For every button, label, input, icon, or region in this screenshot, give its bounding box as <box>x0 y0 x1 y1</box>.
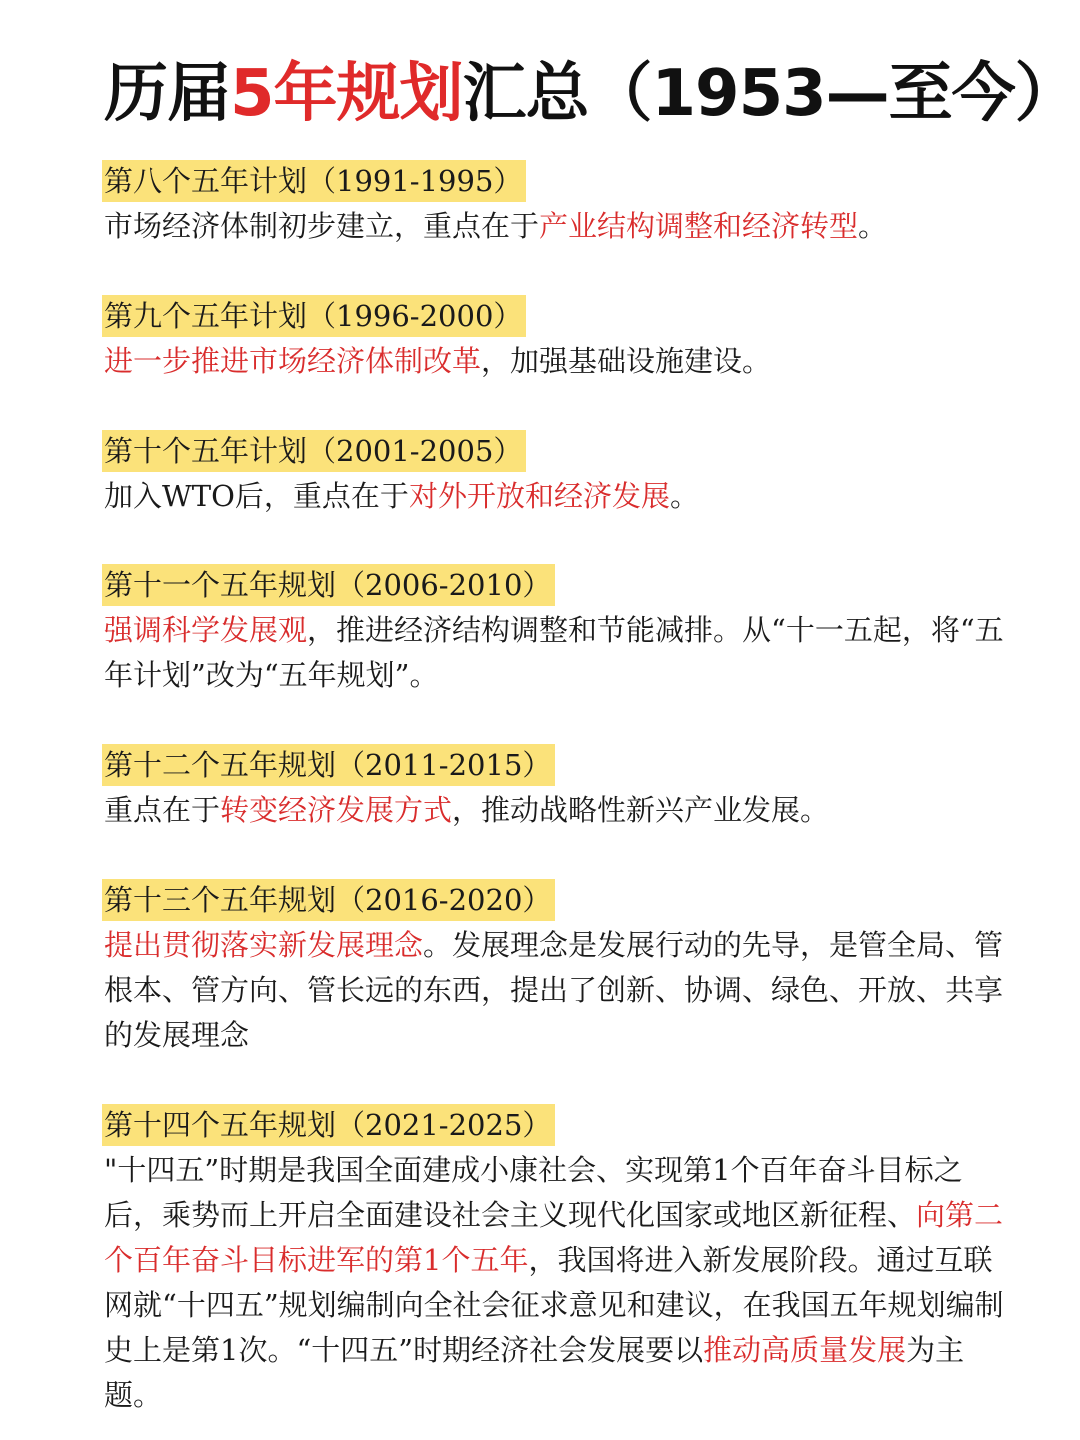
plan-description <box>104 1148 1009 1418</box>
title-highlight: 5年规划 <box>230 57 463 131</box>
plan-highlight-text: 向第二个百年奋斗目标进军的第1个五年 <box>104 1198 1004 1277</box>
plan-section-8 <box>104 160 1009 249</box>
plan-text: ，推进经济结构调整和节能减排。从“十一五起，将“五年计划”改为“五年规划”。 <box>104 613 1004 692</box>
plan-highlight-text: 对外开放和经济发展 <box>408 479 670 513</box>
plan-text: 重点在于 <box>104 793 221 827</box>
plan-text: 加入WTO后，重点在于 <box>104 479 409 513</box>
plan-text: ，我国将进入新发展阶段。通过互联网就“十四五”规划编制向全社会征求意见和建议，在我国五年规划编制史上是第1次。“十四五”时期经济社会发展要以 <box>104 1243 1004 1367</box>
plan-heading: 第十三个五年规划（2016-2020） <box>102 879 555 921</box>
plan-description <box>104 339 1009 384</box>
title-part2: 汇总（1953—至今） <box>462 57 1078 131</box>
plan-highlight-text: 产业结构调整和经济转型 <box>539 209 859 243</box>
plan-heading: 第八个五年计划（1991-1995） <box>102 160 526 202</box>
plan-text: 。 <box>858 209 888 243</box>
plan-section-14 <box>104 1104 1009 1418</box>
plan-text: 。发展理念是发展行动的先导，是管全局、管根本、管方向、管长远的东西，提出了创新、协调、绿色、开放、共享的发展理念 <box>104 928 1004 1052</box>
plan-description <box>104 923 1009 1058</box>
plan-section-13 <box>104 879 1009 1058</box>
plan-highlight-text: 推动高质量发展 <box>703 1333 907 1367</box>
plan-text: ，加强基础设施建设。 <box>481 344 772 378</box>
plan-text: 市场经济体制初步建立，重点在于 <box>104 209 540 243</box>
plan-text: 。 <box>669 479 699 513</box>
plan-description <box>104 608 1009 698</box>
plan-heading: 第十二个五年规划（2011-2015） <box>102 744 555 786</box>
plan-highlight-text: 转变经济发展方式 <box>220 793 453 827</box>
plan-description <box>104 204 1009 249</box>
plan-text: ，推动战略性新兴产业发展。 <box>452 793 830 827</box>
plan-highlight-text: 强调科学发展观 <box>104 613 308 647</box>
plan-highlight-text: 提出贯彻落实新发展理念 <box>104 928 424 962</box>
plan-description <box>104 474 1009 519</box>
plan-description <box>104 788 1009 833</box>
plan-section-10 <box>104 430 1009 519</box>
page-title <box>104 52 1078 136</box>
plan-text: "十四五”时期是我国全面建成小康社会、实现第1个百年奋斗目标之后，乘势而上开启全面建设社会主义现代化国家或地区新征程、 <box>104 1153 963 1232</box>
plan-heading: 第十一个五年规划（2006-2010） <box>102 564 555 606</box>
plan-section-9 <box>104 295 1009 384</box>
plan-heading: 第九个五年计划（1996-2000） <box>102 295 526 337</box>
plan-heading: 第十个五年计划（2001-2005） <box>102 430 526 472</box>
plan-section-11 <box>104 564 1009 698</box>
title-part1: 历届 <box>104 57 230 131</box>
plan-highlight-text: 进一步推进市场经济体制改革 <box>104 344 482 378</box>
plan-section-12 <box>104 744 1009 833</box>
plan-text: 为主题。 <box>104 1333 965 1412</box>
plan-heading: 第十四个五年规划（2021-2025） <box>102 1104 555 1146</box>
